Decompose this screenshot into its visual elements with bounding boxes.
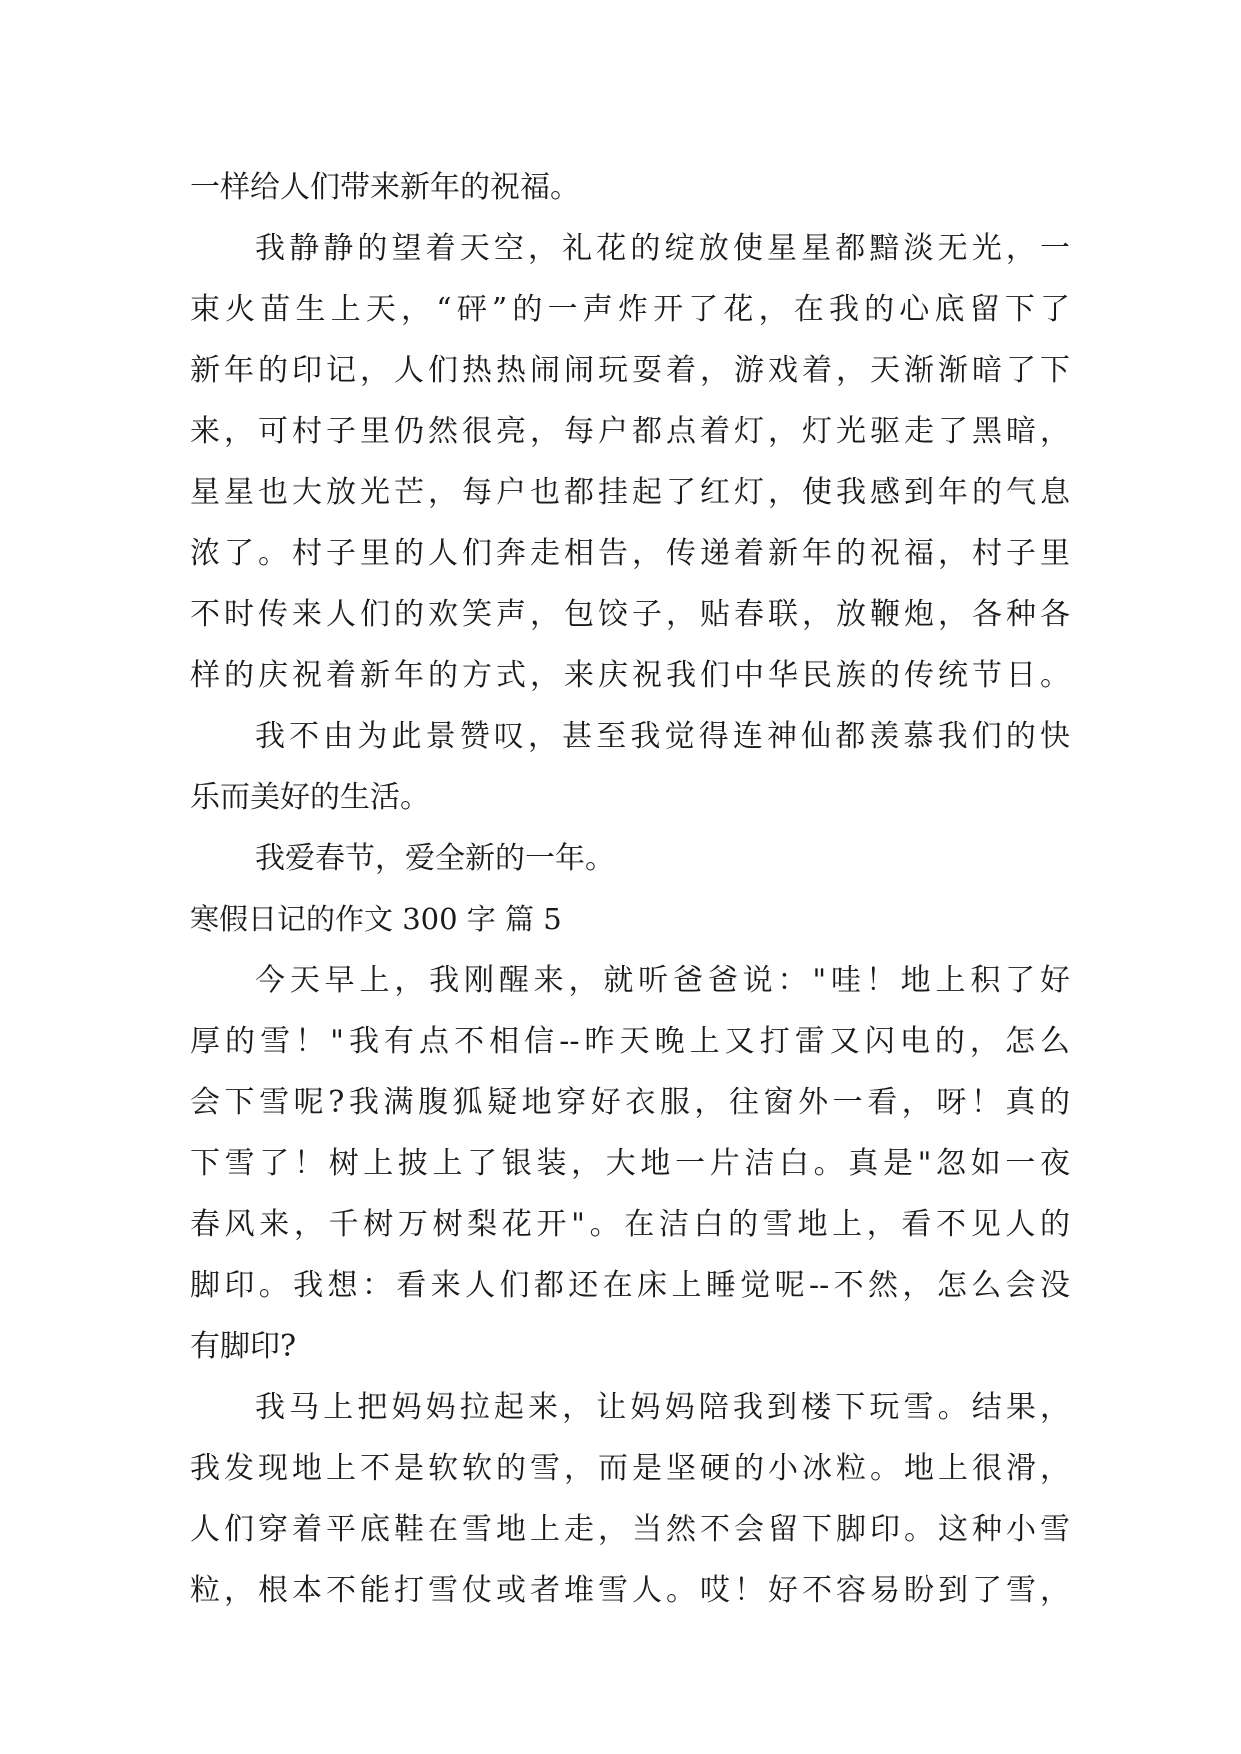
- text-line-9: 样的庆祝着新年的方式，来庆祝我们中华民族的传统节日。: [190, 658, 1070, 693]
- text-line-12: 我爱春节，爱全新的一年。: [255, 841, 615, 876]
- text-line-23: 人们穿着平底鞋在雪地上走，当然不会留下脚印。这种小雪: [190, 1512, 1070, 1547]
- text-line-21: 我马上把妈妈拉起来，让妈妈陪我到楼下玩雪。结果，: [255, 1390, 1070, 1425]
- text-line-4: 新年的印记，人们热热闹闹玩耍着，游戏着，天渐渐暗了下: [190, 353, 1070, 388]
- text-line-10: 我不由为此景赞叹，甚至我觉得连神仙都羡慕我们的快: [255, 719, 1070, 754]
- document-body: [190, 157, 1070, 1621]
- text-line-22: 我发现地上不是软软的雪，而是坚硬的小冰粒。地上很滑，: [190, 1451, 1070, 1486]
- text-line-11: 乐而美好的生活。: [190, 780, 430, 815]
- text-line-5: 来，可村子里仍然很亮，每户都点着灯，灯光驱走了黑暗，: [190, 414, 1070, 449]
- text-line-15: 厚的雪！"我有点不相信--昨天晚上又打雷又闪电的，怎么: [190, 1024, 1070, 1059]
- text-line-6: 星星也大放光芒，每户也都挂起了红灯，使我感到年的气息: [190, 475, 1070, 510]
- text-line-3: 束火苗生上天，“砰”的一声炸开了花，在我的心底留下了: [190, 292, 1070, 327]
- text-line-19: 脚印。我想：看来人们都还在床上睡觉呢--不然，怎么会没: [190, 1268, 1070, 1303]
- text-line-16: 会下雪呢?我满腹狐疑地穿好衣服，往窗外一看，呀！真的: [190, 1085, 1070, 1120]
- text-line-14: 今天早上，我刚醒来，就听爸爸说："哇！地上积了好: [255, 963, 1070, 998]
- text-line-17: 下雪了！树上披上了银装，大地一片洁白。真是"忽如一夜: [190, 1146, 1070, 1181]
- section-heading: 寒假日记的作文 300 字 篇 5: [190, 902, 562, 936]
- text-line-7: 浓了。村子里的人们奔走相告，传递着新年的祝福，村子里: [190, 536, 1070, 571]
- text-line-18: 春风来，千树万树梨花开"。在洁白的雪地上，看不见人的: [190, 1207, 1070, 1242]
- text-line-24: 粒，根本不能打雪仗或者堆雪人。哎！好不容易盼到了雪，: [190, 1573, 1070, 1608]
- text-line-2: 我静静的望着天空，礼花的绽放使星星都黯淡无光，一: [255, 231, 1070, 266]
- text-line-1: 一样给人们带来新年的祝福。: [190, 170, 580, 205]
- text-line-8: 不时传来人们的欢笑声，包饺子，贴春联，放鞭炮，各种各: [190, 597, 1070, 632]
- text-line-20: 有脚印?: [190, 1329, 297, 1364]
